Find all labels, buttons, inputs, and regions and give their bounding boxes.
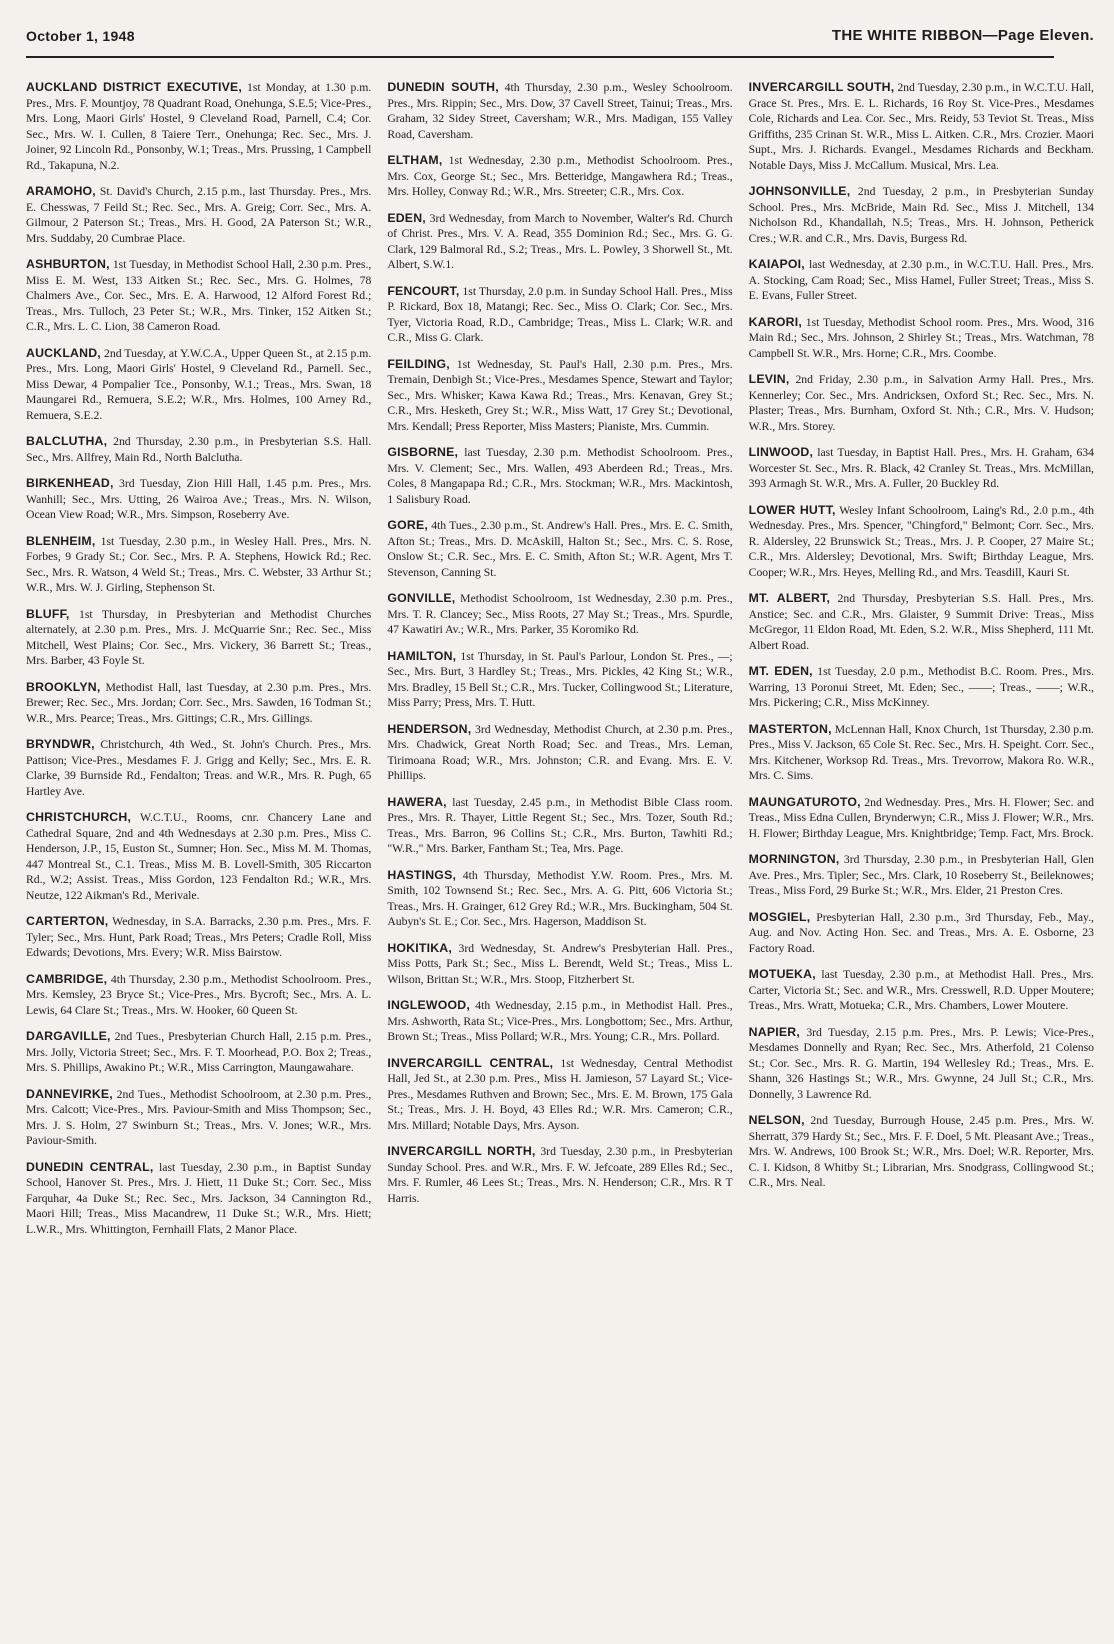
branch-entry <box>749 910 1094 957</box>
branch-name: FENCOURT, <box>387 283 460 298</box>
column-1 <box>26 80 371 1248</box>
branch-entry <box>749 80 1094 173</box>
branch-entry <box>749 503 1094 581</box>
branch-entry <box>749 315 1094 362</box>
branch-entry <box>387 649 732 711</box>
branch-name: KARORI, <box>748 314 802 329</box>
branch-details: last Tuesday, 2.30 p.m. Methodist Schoolroom. Pres., Mrs. V. Clement; Sec., Mrs. Wallen, 493 Aberdeen Rd.; Treas., Mrs. Coles, 8 Mangapapa Rd.; C.R., Mrs. Stockman; W.R., Mrs. Mackintosh, 1 Salisbury Road. <box>387 446 733 506</box>
branch-details: 4th Thursday, 2.30 p.m., Wesley Schoolroom. Pres., Mrs. Rippin; Sec., Mrs. Dow, 37 Cavell Street, Tainui; Treas., Mrs. Graham, 32 Sidey Street, Caversham; W.R., Mrs. Madigan, 155 Valley Road, Caversham. <box>387 81 733 141</box>
page-header <box>26 14 1094 44</box>
branch-entry <box>387 941 732 988</box>
column-3 <box>749 80 1094 1248</box>
branch-name: ELTHAM, <box>387 153 443 167</box>
branch-name: DUNEDIN CENTRAL, <box>26 1159 154 1174</box>
branch-entry <box>26 346 371 424</box>
branch-name: INGLEWOOD, <box>387 998 470 1012</box>
branch-name: BRYNDWR, <box>26 737 95 751</box>
branch-entry <box>26 184 371 246</box>
branch-name: GONVILLE, <box>387 591 456 605</box>
branch-name: HOKITIKA, <box>387 940 452 955</box>
branch-details: 1st Thursday, in St. Paul's Parlour, London St. Pres., —; Sec., Mrs. Burt, 3 Hardley St.; Treas., Mrs. Pickles, 42 King St.; W.R., Mrs. Bradley, 15 Bell St.; C.R., Mrs. Tucker, Collingwood St.; Literature, Miss Parry; Press, Mrs. T. Hutt. <box>387 649 733 709</box>
branch-details: 3rd Tuesday, 2.30 p.m., in Presbyterian Sunday School. Pres. and W.R., Mrs. F. W. Jefcoate, 289 Elles Rd.; Sec., Mrs. F. Rumler, 46 Lees St.; Treas., Mrs. N. Henderson; C.R., Mrs. R T Harris. <box>387 1145 733 1205</box>
branch-name: HENDERSON, <box>387 721 472 736</box>
branch-entry <box>26 1029 371 1076</box>
branch-details: 1st Tuesday, 2.30 p.m., in Wesley Hall. Pres., Mrs. N. Forbes, 9 Grady St.; Cor. Sec., Mrs. P. A. Stephens, Howick Rd.; Rec. Sec., Mrs. R. Watson, 4 Weld St.; Treas., Mrs. C. Webster, 33 Arthur St.; W.R., Mrs. W. J. Girling, Stephenson St. <box>26 534 372 594</box>
branch-details: 2nd Tuesday, 2 p.m., in Presbyterian Sunday School. Pres., Mrs. McBride, Main Rd. Sec., Miss J. Mitchell, 134 Nicholson Rd., Khandallah, N.5; Treas., Mrs. H. Johnson, Petherick Cres.; W.R. and C.R., Mrs. Davis, Burgess Rd. <box>748 185 1094 245</box>
branch-details: last Tuesday, 2.30 p.m., at Methodist Hall. Pres., Mrs. Carter, Victoria St.; Sec. and W.R., Mrs. Cresswell, R.D. Upper Moutere; Treas., Mrs. Wratt, Motueka; C.R., Mrs. Chambers, Lower Moutere. <box>748 968 1094 1012</box>
branch-entry <box>26 534 371 596</box>
branch-entry <box>749 967 1094 1014</box>
branch-name: LOWER HUTT, <box>748 502 836 517</box>
branch-details: 1st Tuesday, in Methodist School Hall, 2.30 p.m. Pres., Miss E. M. West, 133 Aitken St.; Rec. Sec., Mrs. G. Holmes, 78 Chalmers Ave., Cor. Sec., Mrs. E. A. Harwood, 12 Alford Forest Rd.; Treas., Mrs. Tulloch, 23 Peter St.; W.R., Mrs. Tinker, 152 Aitken St.; C.R., Mrs. L. C. Lion, 38 Cameron Road. <box>26 258 372 333</box>
branch-name: CAMBRIDGE, <box>26 971 108 986</box>
branch-entry <box>387 998 732 1045</box>
branch-name: MORNINGTON, <box>748 852 840 866</box>
branch-name: GISBORNE, <box>387 445 459 459</box>
branch-details: Methodist Schoolroom, 1st Wednesday, 2.30 p.m. Pres., Mrs. T. R. Clancey; Sec., Miss Roots, 27 May St.; Treas., Mrs. Spurdle, 47 Kawatiri Av.; W.R., Mrs. Parker, 35 Koromiko Rd. <box>387 592 733 636</box>
branch-details: 3rd Wednesday, from March to November, Walter's Rd. Church of Christ. Pres., Mrs. V. A. Read, 355 Dominion Rd.; Sec., Mrs. G. G. Clark, 129 Balmoral Rd., S.2; Treas., Mrs. L. Powley, 3 Shorwell St., Mt. Albert, S.W.1. <box>387 211 733 271</box>
branch-name: MASTERTON, <box>748 721 832 736</box>
branch-details: 4th Thursday, Methodist Y.W. Room. Pres., Mrs. M. Smith, 102 Townsend St.; Rec. Sec., Mrs. A. G. Pitt, 606 Victoria St.; Treas., Mrs. H. Grainger, 612 Grey Rd.; W.R., Mrs. Buckingham, 504 St. Aubyn's St. E.; Cor. Sec., Mrs. Hagerson, Maddison St. <box>387 868 733 928</box>
branch-name: MOTUEKA, <box>748 967 816 981</box>
branch-details: 4th Tues., 2.30 p.m., St. Andrew's Hall. Pres., Mrs. E. C. Smith, Afton St.; Treas., Mrs. D. McAskill, Halton St.; Sec., Mrs. C. S. Rose, Onslow St.; C.R. Sec., Mrs. E. C. Smith, Afton St.; W.R. Agent, Mrs T. Stevenson, Canning St. <box>387 519 733 579</box>
branch-entry <box>387 153 732 200</box>
branch-details: 4th Thursday, 2.30 p.m., Methodist Schoolroom. Pres., Mrs. Kemsley, 23 Bryce St.; Vice-Pres., Mrs. Bycroft; Sec., Mrs. A. L. Lewis, 64 Clare St.; Treas., Mrs. W. Hooker, 60 Queen St. <box>26 972 372 1017</box>
branch-details: 2nd Wednesday. Pres., Mrs. H. Flower; Sec. and Treas., Miss Edna Cullen, Brynderwyn; C.R., Miss J. Flower; W.R., Mrs. H. Flower; Birthday League, Mrs. Knightbridge; Temp. Fact, Mrs. Brock. <box>748 795 1094 840</box>
branch-name: INVERCARGILL NORTH, <box>387 1144 536 1158</box>
branch-details: Christchurch, 4th Wed., St. John's Church. Pres., Mrs. Pattison; Vice-Pres., Mesdames F. J. Grigg and Kelly; Sec., Mrs. E. R. Clarke, 39 Burnside Rd., Fendalton; Treas. and W.R., Mrs. R. Pugh, 65 Hartley Ave. <box>26 738 372 798</box>
branch-name: GORE, <box>387 518 428 532</box>
branch-details: 3rd Tuesday, 2.15 p.m. Pres., Mrs. P. Lewis; Vice-Pres., Mesdames Donnelly and Ryan; Rec. Sec., Mrs. Atherfold, 21 Colenso St.; Cor. Sec., Mrs. R. G. Martin, 194 Wellesley Rd.; Treas., Mrs. E. Shann, 326 Hastings St.; W.R., Mrs. Gwynne, 24 Jull St.; C.R., Mrs. Donnelly, 3 Lawrence Rd. <box>748 1025 1094 1101</box>
branch-entry <box>26 972 371 1019</box>
branch-details: 2nd Tuesday, Burrough House, 2.45 p.m. Pres., Mrs. W. Sherratt, 379 Hardy St.; Sec., Mrs. F. F. Doel, 5 Mt. Pleasant Ave.; Treas., Mrs. W. Andrews, 100 Brook St.; W.R., Mrs. Doel; W.R. Reporter, Mrs. C. I. Kidson, 8 Whitby St.; Librarian, Mrs. Snodgrass, Collingwood St.; C.R., Mrs. Neal. <box>748 1114 1094 1189</box>
branch-entry <box>26 737 371 799</box>
branch-entry <box>749 445 1094 492</box>
branch-entry <box>26 434 371 465</box>
branch-details: St. David's Church, 2.15 p.m., last Thursday. Pres., Mrs. E. Chesswas, 7 Feild St.; Rec. Sec., Mrs. A. Greig; Corr. Sec., Mrs. A. Gilmour, 2 Paterson St.; Treas., Mrs. H. Good, 2A Paterson St.; W.R., Mrs. Suddaby, 20 Cumbrae Place. <box>26 185 372 245</box>
branch-name: KAIAPOI, <box>748 257 805 271</box>
branch-name: FEILDING, <box>387 356 450 371</box>
branch-details: Methodist Hall, last Tuesday, at 2.30 p.m. Pres., Mrs. Brewer; Rec. Sec., Mrs. Jordan; Corr. Sec., Mrs. Sawden, 16 Todman St.; W.R., Mrs. Pearce; Treas., Mrs. Gittings; C.R., Mrs. Gillings. <box>26 680 372 725</box>
branch-entry <box>26 680 371 727</box>
branch-entry <box>749 591 1094 653</box>
branch-details: last Wednesday, at 2.30 p.m., in W.C.T.U. Hall. Pres., Mrs. A. Stocking, Cam Road; Sec., Miss Hamel, Fuller Street; Treas., Miss S. E. Evans, Fuller Street. <box>748 258 1094 302</box>
branch-entry <box>749 1025 1094 1103</box>
branch-name: AUCKLAND, <box>26 345 101 360</box>
branch-entry <box>387 795 732 857</box>
branch-entry <box>387 284 732 346</box>
branch-name: MAUNGATUROTO, <box>748 794 861 809</box>
branch-details: last Tuesday, 2.45 p.m., in Methodist Bible Class room. Pres., Mrs. R. Thayer, Little Regent St.; Sec., Mrs. Tozer, South Rd.; Treas., Mrs. Barron, 96 Collins St.; C.R., Mrs. Burton, Tawhiti Rd.; "W.R.," Mrs. Barker, Fantham St.; Tea, Mrs. Page. <box>387 795 733 855</box>
branch-entry <box>387 211 732 273</box>
branch-name: INVERCARGILL SOUTH, <box>748 80 895 94</box>
column-2 <box>387 80 732 1248</box>
branch-details: 1st Thursday, 2.0 p.m. in Sunday School Hall. Pres., Miss P. Rickard, Box 18, Matangi; Rec. Sec., Miss O. Clark; Cor. Sec., Mrs. Tyer, Victoria Road, R.D., Cambridge; Treas., Miss L. Clark; W.R. and C.R., Miss G. Clark. <box>387 284 733 344</box>
branch-details: 1st Tuesday, 2.0 p.m., Methodist B.C. Room. Pres., Mrs. Warring, 13 Poronui Street, Mt. Eden; Sec., ——; Treas., ——; W.R., Mrs. Pickering; C.R., Miss McKinney. <box>748 665 1094 709</box>
branch-details: 3rd Tuesday, Zion Hill Hall, 1.45 p.m. Pres., Mrs. Wanhill; Sec., Mrs. Utting, 26 Wairoa Ave.; Treas., Mrs. N. Wilson, Ocean View Road; W.R., Mrs. Simpson, Roseberry Ave. <box>26 477 372 521</box>
branch-entry <box>387 357 732 435</box>
branch-entry <box>26 476 371 523</box>
branch-details: 2nd Thursday, 2.30 p.m., in Presbyterian S.S. Hall. Sec., Mrs. Allfrey, Main Rd., North Balclutha. <box>26 435 372 464</box>
branch-entry <box>749 664 1094 711</box>
branch-name: NELSON, <box>748 1113 805 1127</box>
branch-details: 2nd Tues., Presbyterian Church Hall, 2.15 p.m. Pres., Mrs. Jolly, Victoria Street; Sec., Mrs. F. T. Moorhead, P.O. Box 2; Treas., Mrs. S. Phillips, Awakino Pt.; W.R., Miss Carrington, Maungawahare. <box>26 1030 372 1074</box>
branch-name: DARGAVILLE, <box>26 1029 111 1043</box>
branch-details: 2nd Tues., Methodist Schoolroom, at 2.30 p.m. Pres., Mrs. Calcott; Vice-Pres., Mrs. Paviour-Smith and Miss Thompson; Sec., Mrs. J. S. Holm, 27 Swinburn St.; Treas., Mrs. V. Jones; W.R., Mrs. Paviour-Smith. <box>26 1087 372 1147</box>
branch-entry <box>749 372 1094 434</box>
branch-details: 1st Thursday, in Presbyterian and Methodist Churches alternately, at 2.30 p.m. Pres., Mrs. J. McQuarrie Snr.; Rec. Sec., Miss Mitchell, West Plains; Cor. Sec., Mrs. Vickery, 36 Barrett St.; Treas., Mrs. Barber, 43 Foyle St. <box>26 607 372 667</box>
branch-entry <box>749 852 1094 899</box>
branch-name: MOSGIEL, <box>748 909 811 924</box>
branch-entry <box>387 1056 732 1134</box>
branch-name: CARTERTON, <box>26 914 109 928</box>
branch-name: JOHNSONVILLE, <box>748 184 851 198</box>
branch-name: MT. ALBERT, <box>748 591 831 605</box>
branch-name: INVERCARGILL CENTRAL, <box>387 1055 554 1070</box>
branch-details: 1st Wednesday, Central Methodist Hall, Jed St., at 2.30 p.m. Pres., Miss H. Jamieson, 57 Layard St.; Vice-Pres., Mesdames Ruthven and Brown; Sec., Mrs. E. M. Brown, 175 Gala St.; Treas., Mrs. J. H. Boyd, 43 Elles Rd.; W.R. Mrs. Cameron; C.R., Mrs. Millard; Notable Days, Mrs. Ayson. <box>387 1056 733 1132</box>
branch-name: EDEN, <box>387 210 426 225</box>
branch-entry <box>387 868 732 930</box>
branch-entry <box>26 914 371 961</box>
branch-details: 1st Tuesday, Methodist School room. Pres., Mrs. Wood, 316 Main Rd.; Sec., Mrs. Johnson, 2 Shirley St.; Treas., Mrs. Watchman, 78 Campbell St. W.R., Mrs. Horne; C.R., Mrs. Coombe. <box>748 315 1094 360</box>
branch-details: last Tuesday, 2.30 p.m., in Baptist Sunday School, Hanover St. Pres., Mrs. J. Hiett, 11 Duke St.; Corr. Sec., Miss Farquhar, 4a Duke St.; Rec. Sec., Mrs. Jackson, 34 Cannington Rd., Maori Hill; Treas., Miss Macandrew, 11 Duke St.; W.R., Mrs. Hiett; L.W.R., Mrs. Whittington, Fernhaill Flats, 2 Manor Place. <box>26 1160 372 1236</box>
branch-entry <box>387 518 732 580</box>
branch-name: LINWOOD, <box>748 445 814 459</box>
branch-entry <box>387 591 732 638</box>
branch-details: McLennan Hall, Knox Church, 1st Thursday, 2.30 p.m. Pres., Miss V. Jackson, 65 Cole St. Rec. Sec., Mrs. H. Speight. Corr. Sec., Mrs. Kitchener, Worksop Rd. Treas., Mrs. Trevorrow, Makora Ro. W.R., Mrs. C. Sims. <box>748 722 1094 782</box>
branch-entry <box>387 445 732 507</box>
branch-entry <box>26 1087 371 1149</box>
branch-details: 4th Wednesday, 2.15 p.m., in Methodist Hall. Pres., Mrs. Ashworth, Rata St.; Vice-Pres., Mrs. Longbottom; Sec., Mrs. Arthur, Brown St.; Treas., Miss Pollard; W.R., Mrs. Young; C.R., Mrs. Pollard. <box>387 999 733 1043</box>
branch-name: AUCKLAND DISTRICT EXECUTIVE, <box>26 80 243 94</box>
branch-details: Wednesday, in S.A. Barracks, 2.30 p.m. Pres., Mrs. F. Tyler; Sec., Mrs. Hunt, Park Road; Treas., Mrs Peters; Cradle Roll, Miss Edwards; Devotions, Mrs. Every; W.R. Miss Bairstow. <box>26 915 372 959</box>
branch-name: LEVIN, <box>748 372 790 386</box>
branch-entry <box>387 1144 732 1206</box>
branch-name: HASTINGS, <box>387 867 457 882</box>
branch-name: CHRISTCHURCH, <box>26 810 132 824</box>
branch-details: last Tuesday, in Baptist Hall. Pres., Mrs. H. Graham, 634 Worcester St. Sec., Mrs. R. Black, 42 Cranley St. Treas., Mrs. McMillan, 393 Armagh St. W.R., Mrs. A. Fuller, 20 Buckley Rd. <box>748 446 1094 490</box>
branch-name: BALCLUTHA, <box>26 434 108 448</box>
branch-name: BLENHEIM, <box>26 533 96 548</box>
branch-details: 1st Wednesday, St. Paul's Hall, 2.30 p.m. Pres., Mrs. Tremain, Denbigh St.; Vice-Pres., Mesdames Spence, Stewart and Taylor; Sec., Mrs. Whisker; Kawa Kawa Rd.; Treas., Mrs. Kenavan, Grey St.; C.R., Mrs. Hesketh, Grey St.; W.R., Miss Watt, 17 Grey St.; Devotional, Mrs. Kendall; Press Reporter, Miss Masters; Pianiste, Mrs. Cummin. <box>387 357 733 433</box>
branch-details: 1st Wednesday, 2.30 p.m., Methodist Schoolroom. Pres., Mrs. Cox, George St.; Sec., Mrs. Betteridge, Mangawhera Rd.; Treas., Mrs. Holley, Conway Rd.; W.R., Mrs. Streeter; C.R., Mrs. Cox. <box>387 154 733 198</box>
branch-entry <box>26 1160 371 1238</box>
branch-entry <box>26 607 371 669</box>
branch-name: NAPIER, <box>748 1024 800 1039</box>
branch-details: 3rd Wednesday, Methodist Church, at 2.30 p.m. Pres., Mrs. Chadwick, Great North Road; Sec. and Treas., Mrs. Leman, Tirimoana Road; W.R., Mrs. Johnston; C.R. and Evang. Mrs. E. V. Phillips. <box>387 722 733 782</box>
branch-entry <box>749 722 1094 784</box>
branch-name: HAWERA, <box>387 794 447 809</box>
branch-details: Wesley Infant Schoolroom, Laing's Rd., 2.0 p.m., 4th Wednesday. Pres., Mrs. Spencer, "Chingford," Belmont; Corr. Sec., Mrs. R. Aldersley, 22 Brunswick St.; Treas., Mrs. J. P. Cooper, 27 Maire St.; C.R., Mrs. Aldersley; Devotional, Mrs. Swift; Birthday League, Mrs. Cooper; W.R., Mrs. Heyes, Melling Rd., and Mrs. Teasdill, Kauri St. <box>748 503 1094 579</box>
branch-entry <box>749 795 1094 842</box>
branch-details: Presbyterian Hall, 2.30 p.m., 3rd Thursday, Feb., May., Aug. and Nov. Acting Hon. Sec. and Treas., Mrs. A. E. Osborne, 23 Factory Road. <box>748 910 1094 955</box>
branch-entry <box>387 80 732 142</box>
branch-entry <box>749 257 1094 304</box>
publication-page-title: THE WHITE RIBBON—Page Eleven. <box>831 27 1094 44</box>
issue-date: October 1, 1948 <box>26 28 135 44</box>
branch-entry <box>387 722 732 784</box>
branch-entry <box>749 1113 1094 1191</box>
branch-name: DANNEVIRKE, <box>26 1086 113 1101</box>
branch-details: 1st Monday, at 1.30 p.m. Pres., Mrs. F. Mountjoy, 78 Quadrant Road, Onehunga, S.E.5; Vice-Pres., Mrs. Long, Maori Girls' Hostel, 9 Cleveland Road, Parnell, C.4; Cor. Sec., Mrs. W. I. Cullen, 8 Taiere Terr., Onehunga; Rec. Sec., Mrs. J. Joiner, 92 Lincoln Rd., Ponsonby, W.1; Treas., Mrs. Prussing, 1 Campbell Rd., Takapuna, N.2. <box>26 81 372 172</box>
branch-entry <box>26 257 371 335</box>
branch-name: HAMILTON, <box>387 648 457 663</box>
branch-details: W.C.T.U., Rooms, cnr. Chancery Lane and Cathedral Square, 2nd and 4th Wednesdays at 2.30 p.m. Pres., Miss C. Henderson, J.P., 15, Euston St., Sumner; Hon. Sec., Miss M. M. Thomas, 447 Montreal St., C.1. Treas., Miss M. B. Lovell-Smith, 305 Riccarton Rd., W.2; Assist. Treas., Miss Gordon, 123 Fendalton Rd.; W.R., Mrs. Neutze, 122 Aikman's Rd., Merivale. <box>26 811 372 902</box>
branch-directory <box>26 80 1094 1248</box>
branch-name: DUNEDIN SOUTH, <box>387 80 499 94</box>
branch-name: ARAMOHO, <box>26 184 96 198</box>
header-rule <box>26 56 1054 58</box>
branch-details: 3rd Thursday, 2.30 p.m., in Presbyterian Hall, Glen Ave. Pres., Mrs. Tipler; Sec., Mrs. Clark, 10 Roseberry St., Beileknowes; Treas., Miss Ford, 29 Burke St.; W.R., Mrs. Elder, 21 Preston Cres. <box>748 853 1094 897</box>
branch-name: BLUFF, <box>26 606 70 621</box>
branch-entry <box>26 80 371 173</box>
branch-name: MT. EDEN, <box>748 664 813 678</box>
branch-entry <box>26 810 371 903</box>
branch-details: 2nd Thursday, Presbyterian S.S. Hall. Pres., Mrs. Anstice; Sec. and C.R., Mrs. Glaister, 9 Summit Drive: Treas., Miss McGregor, 11 Eldon Road, Mt. Eden, S.2. W.R., Miss Shepherd, 111 Mt. Albert Road. <box>748 592 1094 652</box>
branch-details: 2nd Tuesday, 2.30 p.m., in W.C.T.U. Hall, Grace St. Pres., Mrs. E. L. Richards, 16 Roy St. Vice-Pres., Mesdames Cole, Richards and Lea. Cor. Sec., Mrs. Reidy, 53 Teviot St. Treas., Miss Griffiths, 235 Crinan St. W.R., Miss L. Aitken. C.R., Mrs. Crozier. Maori Supt., Mrs. J. Richards. Evangel., Mesdames Richards and Beckham. Notable Days, Miss J. McCallum. Musical, Mrs. Lea. <box>748 81 1094 172</box>
branch-name: BIRKENHEAD, <box>26 476 114 490</box>
branch-details: 3rd Wednesday, St. Andrew's Presbyterian Hall. Pres., Miss Potts, Park St.; Sec., Miss L. Berendt, Weld St.; Treas., Miss L. Wilson, Brittan St.; W.R., Mrs. Stoop, Fitzherbert St. <box>387 941 733 986</box>
branch-details: 2nd Tuesday, at Y.W.C.A., Upper Queen St., at 2.15 p.m. Pres., Mrs. Long, Maori Girls' Hostel, 9 Cleveland Rd., Parnell. Sec., Miss Dewar, 4 Pompalier Tce., Ponsonby, W.1.; Treas., Mrs. Swan, 18 Maungarei Rd., Remuera, S.E.2; W.R., Mrs. Holmes, 100 Arney Rd., Remuera, S.E.2. <box>26 346 372 422</box>
branch-name: BROOKLYN, <box>26 679 101 694</box>
branch-entry <box>749 184 1094 246</box>
branch-name: ASHBURTON, <box>26 257 110 271</box>
branch-details: 2nd Friday, 2.30 p.m., in Salvation Army Hall. Pres., Mrs. Kennerley; Cor. Sec., Mrs. Andricksen, Oxford St.; Rec. Sec., Mrs. N. Plaster; Treas., Mrs. Burnham, Oxford St. Nth.; C.R., Mrs. V. Hudson; W.R., Mrs. Storey. <box>748 373 1094 433</box>
